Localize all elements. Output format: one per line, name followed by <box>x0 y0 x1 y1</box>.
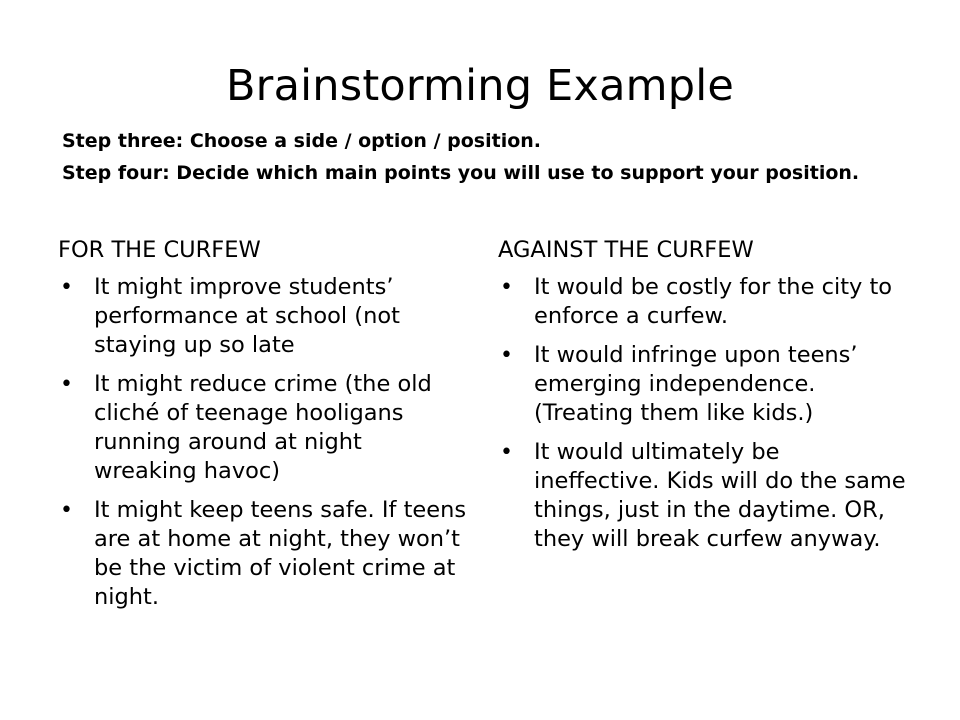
for-curfew-heading: FOR THE CURFEW <box>58 237 261 263</box>
bullet-icon: • <box>500 343 513 368</box>
step-four-text: Step four: Decide which main points you will use to support your position. <box>62 162 860 184</box>
against-curfew-column <box>498 236 910 564</box>
bullet-icon: • <box>500 275 513 300</box>
bullet-text: It might improve students’ performance at school (not staying up so late <box>94 274 400 358</box>
against-curfew-heading: AGAINST THE CURFEW <box>498 237 754 263</box>
steps-block <box>62 130 912 194</box>
bullet-text: It would infringe upon teens’ emerging independence. (Treating them like kids.) <box>534 342 858 426</box>
bullet-text: It would ultimately be ineffective. Kids will do the same things, just in the daytime. OR, they will break curfew anyway. <box>534 439 906 552</box>
bullet-icon: • <box>500 440 513 465</box>
against-curfew-list <box>498 273 910 554</box>
step-three-text: Step three: Choose a side / option / position. <box>62 130 541 152</box>
for-curfew-column <box>58 236 468 622</box>
slide-title: Brainstorming Example <box>225 61 735 111</box>
bullet-text: It would be costly for the city to enforce a curfew. <box>534 274 893 329</box>
bullet-text: It might reduce crime (the old cliché of teenage hooligans running around at night wreaking havoc) <box>94 371 432 484</box>
bullet-text: It might keep teens safe. If teens are at home at night, they won’t be the victim of violent crime at night. <box>94 497 467 610</box>
for-curfew-list <box>58 273 468 612</box>
list-item <box>58 496 468 612</box>
list-item <box>498 273 910 331</box>
list-item <box>498 341 910 428</box>
list-item <box>58 273 468 360</box>
bullet-icon: • <box>60 275 73 300</box>
bullet-icon: • <box>60 498 73 523</box>
bullet-icon: • <box>60 372 73 397</box>
list-item <box>498 438 910 554</box>
list-item <box>58 370 468 486</box>
